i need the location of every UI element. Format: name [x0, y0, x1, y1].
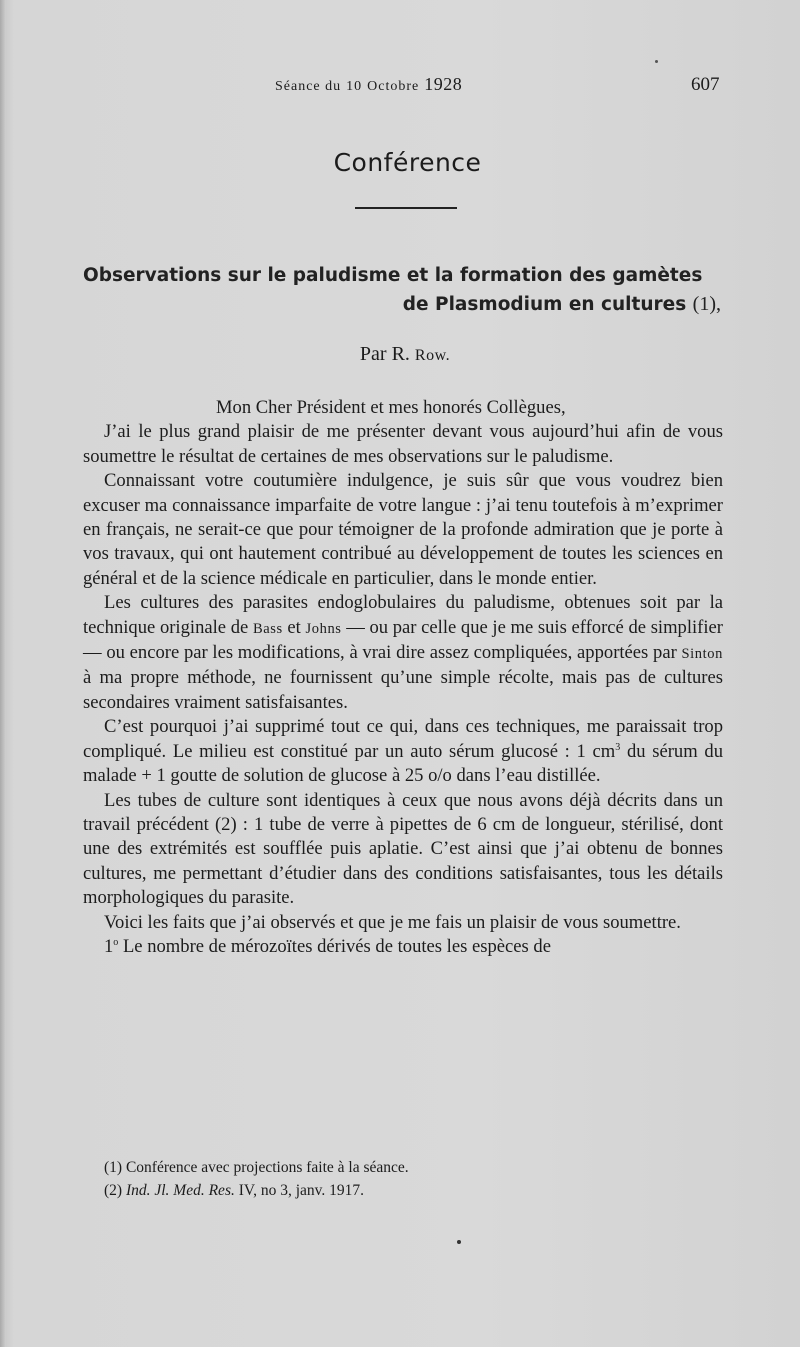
author-name: Row.	[414, 347, 451, 364]
running-head-month: Octobre	[367, 79, 420, 94]
paragraph-4	[83, 715, 723, 788]
paragraph-1: J’ai le plus grand plaisir de me présenter devant vous aujourd’hui afin de vous soumettre le résultat de certaines de mes observations sur le paludisme.	[83, 421, 723, 467]
paper-speck	[457, 1240, 461, 1244]
paragraph-5: Les tubes de culture sont identiques à ceux que nous avons déjà décrits dans un travail précédent (2) : 1 tube de verre à pipettes de 6 cm de longueur, stérilisé, dont une des extrémités est soufflée puis aplatie. C’est ainsi que j’ai obtenu de bonnes cultures, me permettant d’étudier dans des conditions satisfaisantes, tous les détails morphologiques du parasite.	[83, 789, 723, 909]
article-body	[83, 396, 723, 959]
paragraph-2: Connaissant votre coutumière indulgence, je suis sûr que vous voudrez bien excuser ma connaissance imparfaite de votre langue : j’ai tenu toutefois à m’exprimer en français, ne serait-ce que pour témoigner de la profonde admiration que je porte à vos travaux, qui ont hautement contribué au développement de toutes les sciences en général et de la science médicale en particulier, dans le monde entier.	[83, 470, 723, 589]
paragraph-6: Voici les faits que j’ai observés et que je me fais un plaisir de vous soumettre.	[104, 911, 681, 933]
running-head-prefix: Séance du	[275, 79, 342, 94]
footnote-2-number: (2)	[104, 1181, 123, 1199]
salutation: Mon Cher Président et mes honorés Collègues,	[216, 397, 566, 418]
footnote-1: (1) Conférence avec projections faite à la séance.	[104, 1159, 409, 1176]
paper-title-line-2	[83, 290, 723, 319]
page-number: 607	[691, 74, 720, 95]
author-line	[0, 343, 800, 366]
paragraph-4-part-a: C’est pourquoi j’ai supprimé tout ce qui, dans ces techniques, me paraissait trop compliqué. Le milieu est constitué par un auto sérum glucosé : 1 cm	[83, 716, 723, 762]
author-prefix: Par R.	[359, 343, 410, 365]
paper-title-line-1: Observations sur le paludisme et la formation des gamètes	[83, 265, 703, 286]
author-ref-sinton: Sinton	[681, 646, 723, 663]
running-head	[275, 74, 462, 95]
paper-title	[83, 262, 723, 319]
paragraph-7-number: 1	[104, 935, 114, 957]
paper-speck	[655, 60, 658, 63]
paragraph-3	[83, 591, 723, 715]
footnotes	[104, 1157, 724, 1202]
title-rule	[355, 207, 457, 209]
running-head-year: 1928	[424, 74, 463, 94]
paper-title-line-2-text: de Plasmodium en cultures	[402, 294, 687, 315]
author-ref-bass: Bass	[252, 620, 283, 637]
cubic-superscript: 3	[615, 741, 621, 753]
author-ref-johns: Johns	[305, 620, 342, 637]
paragraph-7	[83, 935, 723, 959]
paragraph-3-part-a: Les cultures des parasites endoglobulaires du paludisme, obtenues soit par la technique originale de	[83, 592, 723, 638]
ordinal-superscript: o	[113, 936, 119, 948]
running-head-day: 10	[346, 79, 363, 94]
paragraph-3-part-d: à ma propre méthode, ne fournissent qu’une simple récolte, mais pas de cultures secondaires vraiment satisfaisantes.	[83, 667, 723, 713]
paragraph-4-part-b: du sérum du malade + 1 goutte de solution de glucose à 25 o/o dans l’eau distillée.	[83, 740, 723, 787]
footnote-2	[104, 1180, 724, 1203]
section-title: Conférence	[333, 148, 482, 177]
paragraph-7-text: Le nombre de mérozoïtes dérivés de toutes les espèces de	[122, 935, 551, 957]
page-edge-shadow	[0, 0, 6, 1347]
footnote-2-rest: IV, no 3, janv. 1917.	[238, 1181, 365, 1199]
paragraph-3-part-c: — ou par celle que je me suis efforcé de simplifier — ou encore par les modifications, à vrai dire assez compliquées, apportées par	[83, 616, 723, 664]
paragraph-3-part-b: et	[287, 616, 301, 638]
title-footnote-ref: (1),	[692, 293, 721, 315]
footnote-2-journal: Ind. Jl. Med. Res.	[125, 1181, 235, 1199]
